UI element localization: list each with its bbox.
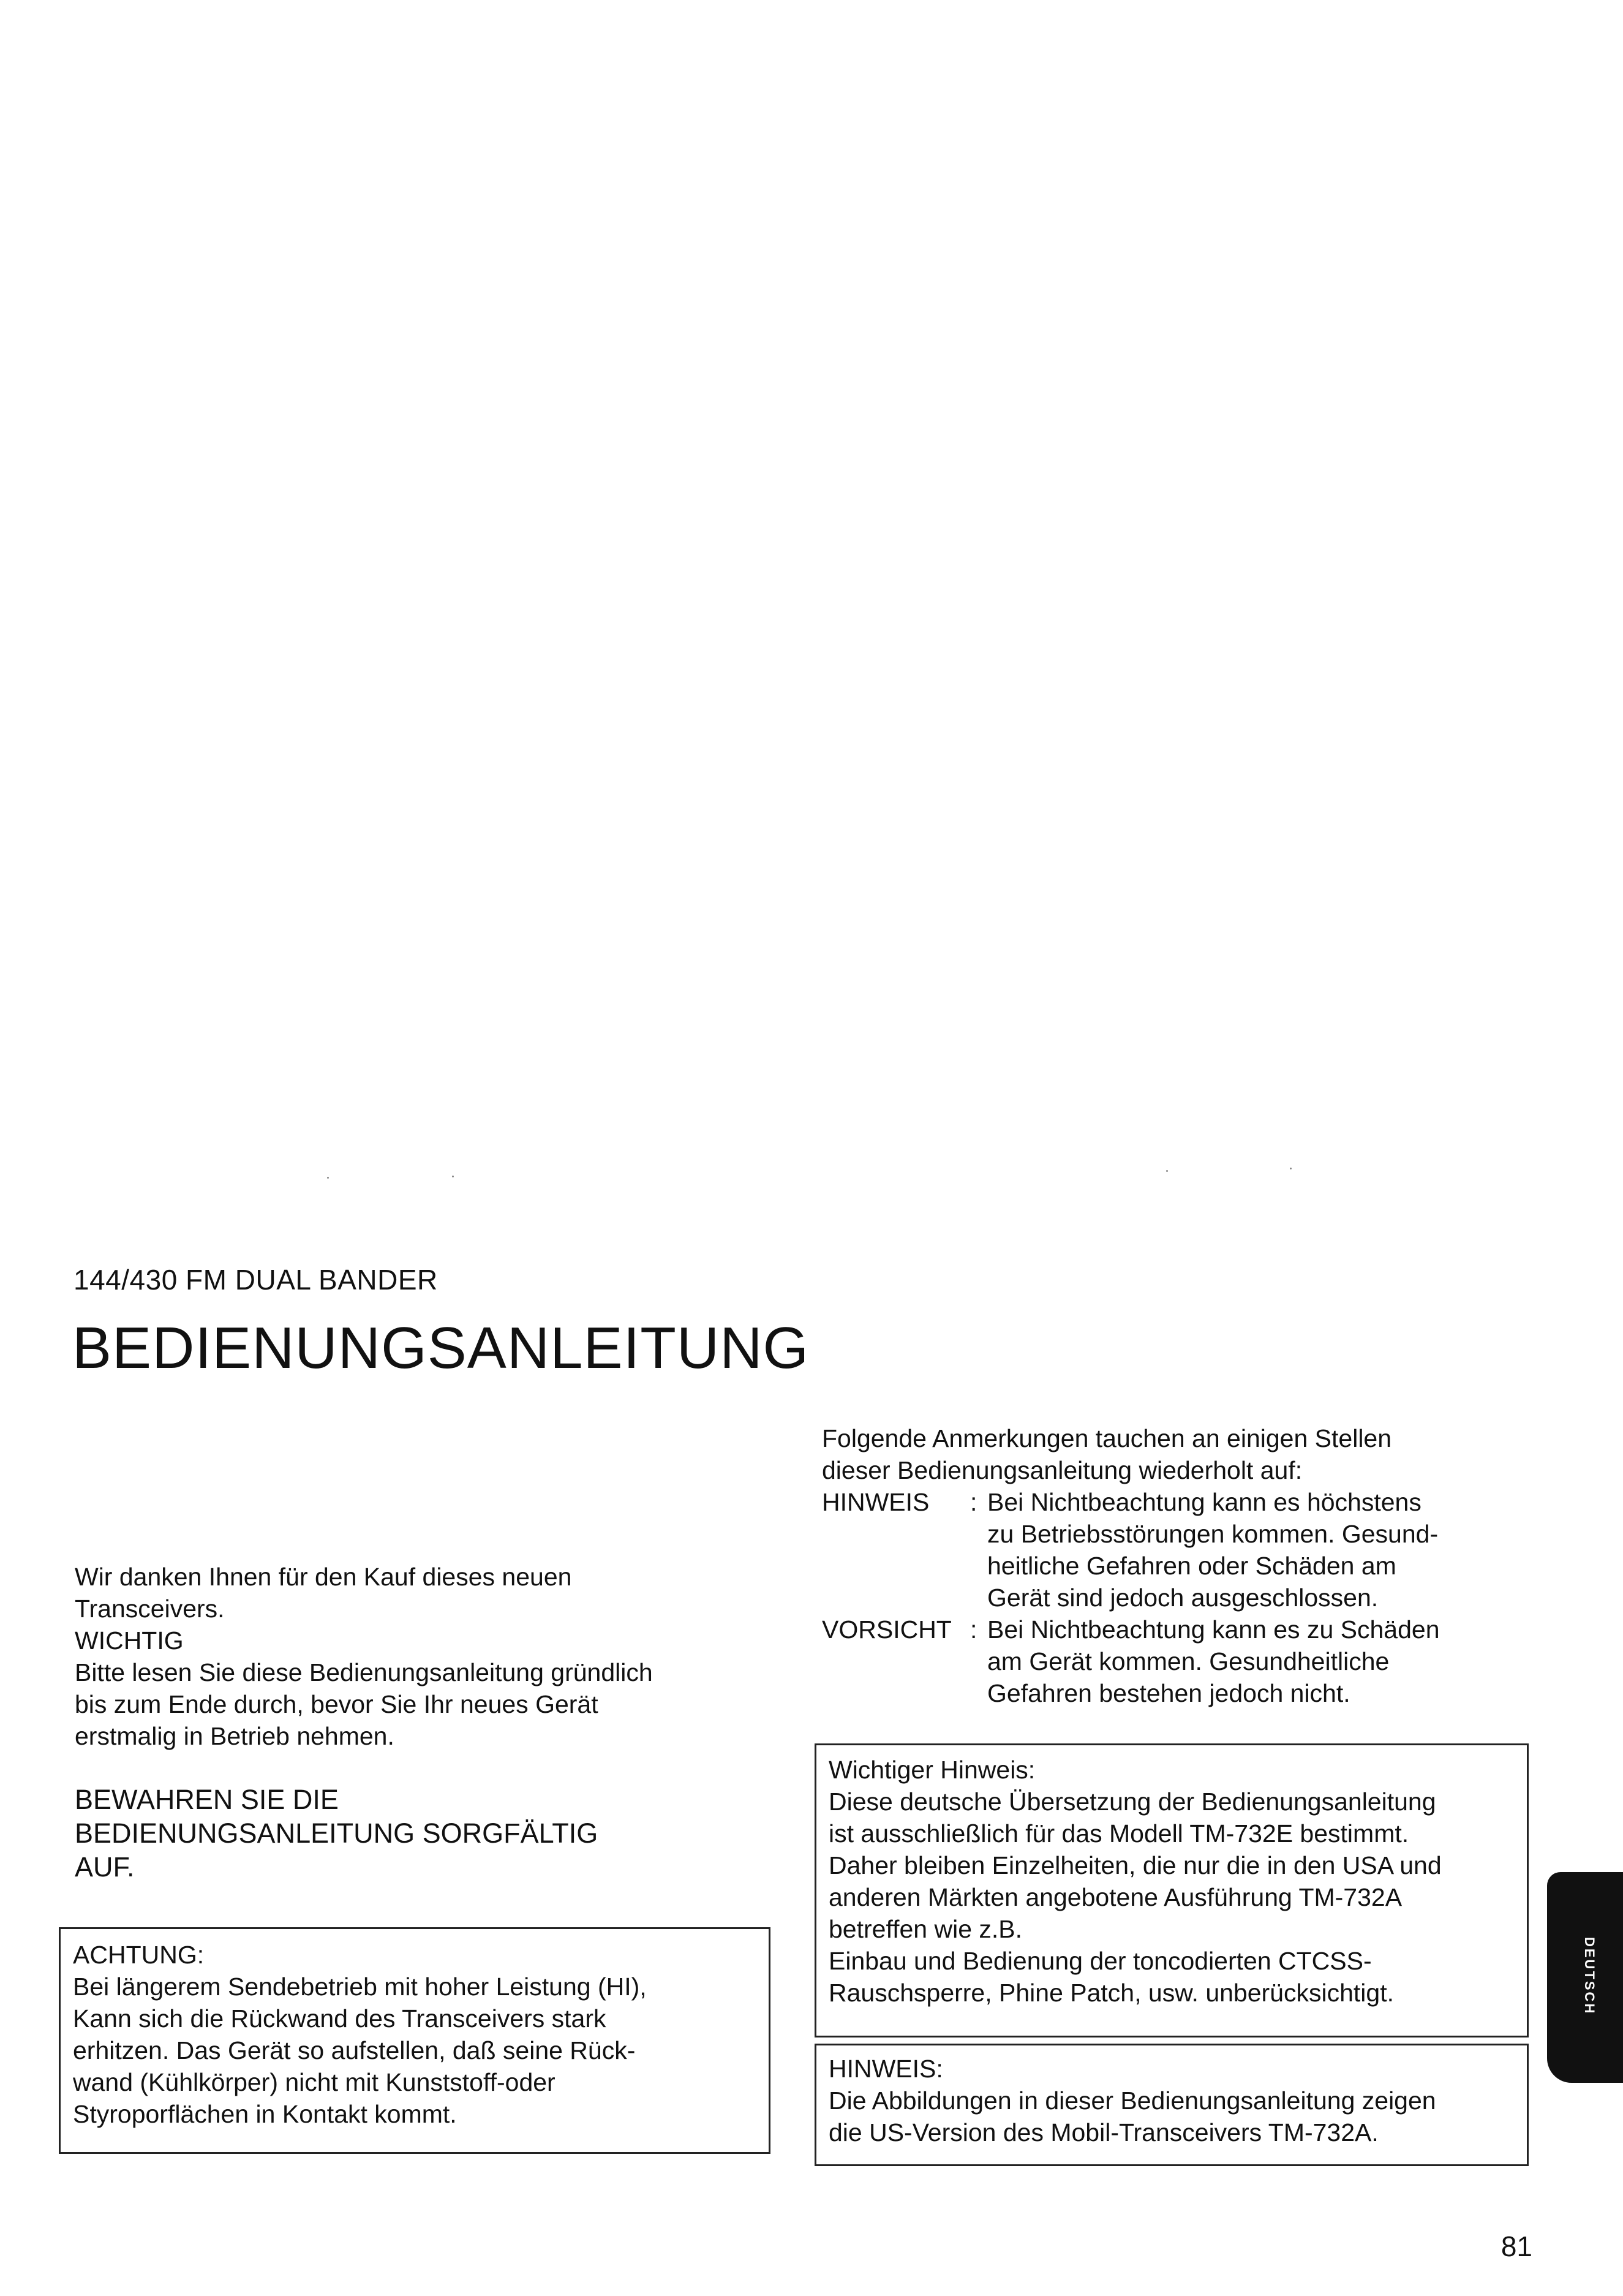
text-line: Wir danken Ihnen für den Kauf dieses neuen — [75, 1563, 572, 1591]
scan-speck — [1166, 1170, 1168, 1172]
text-line: Die Abbildungen in dieser Bedienungsanleitung zeigen — [829, 2086, 1436, 2115]
notice-heading: HINWEIS: — [829, 2055, 943, 2083]
page-number: 81 — [1501, 2230, 1532, 2262]
text-line: BEWAHREN SIE DIE — [75, 1784, 339, 1815]
note-text: : Bei Nichtbeachtung kann es höchstens zu Betriebsstörungen kommen. Gesund- heitliche Gefahren oder Schäden am Gerät sind jedoch ausgeschlossen. — [987, 1486, 1575, 1614]
thanks-paragraph — [75, 1561, 724, 1625]
text-line: am Gerät kommen. Gesundheitliche — [987, 1647, 1390, 1675]
text-line: AUF. — [75, 1851, 135, 1882]
tab-label: DEUTSCH — [1582, 1937, 1597, 2015]
text-line: Bei Nichtbeachtung kann es zu Schäden — [987, 1615, 1440, 1644]
text-line: die US-Version des Mobil-Transceivers TM-732A. — [829, 2118, 1379, 2147]
text-line: Kann sich die Rückwand des Transceivers stark — [73, 2004, 606, 2033]
text-line: Folgende Anmerkungen tauchen an einigen Stellen — [822, 1424, 1392, 1452]
text-line: betreffen wie z.B. — [829, 1915, 1023, 1943]
text-line: Gefahren bestehen jedoch nicht. — [987, 1679, 1350, 1707]
text-line: Gerät sind jedoch ausgeschlossen. — [987, 1584, 1379, 1612]
language-thumb-tab — [1547, 1872, 1623, 2083]
scan-speck — [452, 1176, 454, 1177]
illustration-note-box — [815, 2044, 1529, 2166]
text-line: Diese deutsche Übersetzung der Bedienungsanleitung — [829, 1788, 1436, 1816]
text-line: Bei längerem Sendebetrieb mit hoher Leistung (HI), — [73, 1973, 647, 2001]
text-line: bis zum Ende durch, bevor Sie Ihr neues Gerät — [75, 1690, 598, 1718]
product-subtitle: 144/430 FM DUAL BANDER — [73, 1264, 438, 1296]
text-line: Rauschsperre, Phine Patch, usw. unberücksichtigt. — [829, 1979, 1394, 2007]
important-notice-box — [815, 1743, 1529, 2037]
text-line: BEDIENUNGSANLEITUNG SORGFÄLTIG — [75, 1818, 598, 1849]
scan-speck — [1290, 1168, 1292, 1169]
notes-intro — [822, 1422, 1557, 1486]
text-line: heitliche Gefahren oder Schäden am — [987, 1552, 1396, 1580]
text-line: Bitte lesen Sie diese Bedienungsanleitung gründlich — [75, 1658, 653, 1686]
text-line: Einbau und Bedienung der toncodierten CTCSS- — [829, 1947, 1372, 1975]
text-line: Styroporflächen in Kontakt kommt. — [73, 2100, 457, 2128]
caution-box — [59, 1927, 770, 2154]
text-line: Daher bleiben Einzelheiten, die nur die in den USA und — [829, 1851, 1442, 1879]
scan-speck — [327, 1177, 329, 1179]
text-line: ist ausschließlich für das Modell TM-732E bestimmt. — [829, 1819, 1409, 1848]
text-line: anderen Märkten angebotene Ausführung TM-732A — [829, 1883, 1403, 1911]
note-text: : Bei Nichtbeachtung kann es zu Schäden am Gerät kommen. Gesundheitliche Gefahren bestehen jedoch nicht. — [987, 1614, 1575, 1709]
important-paragraph — [75, 1656, 748, 1752]
text-line: Transceivers. — [75, 1595, 225, 1623]
text-line: wand (Kühlkörper) nicht mit Kunststoff-oder — [73, 2068, 555, 2096]
keep-notice — [75, 1783, 598, 1884]
text-line: zu Betriebsstörungen kommen. Gesund- — [987, 1520, 1439, 1548]
text-line: Bei Nichtbeachtung kann es höchstens — [987, 1488, 1422, 1516]
important-heading: WICHTIG — [75, 1626, 184, 1655]
notice-heading: Wichtiger Hinweis: — [829, 1756, 1036, 1784]
text-line: dieser Bedienungsanleitung wiederholt auf: — [822, 1456, 1303, 1484]
text-line: erstmalig in Betrieb nehmen. — [75, 1722, 394, 1750]
page-title: BEDIENUNGSANLEITUNG — [72, 1315, 810, 1381]
text-line: erhitzen. Das Gerät so aufstellen, daß seine Rück- — [73, 2036, 636, 2064]
caution-heading: ACHTUNG: — [73, 1941, 205, 1969]
note-key: VORSICHT — [822, 1615, 952, 1644]
note-key: HINWEIS — [822, 1488, 930, 1516]
